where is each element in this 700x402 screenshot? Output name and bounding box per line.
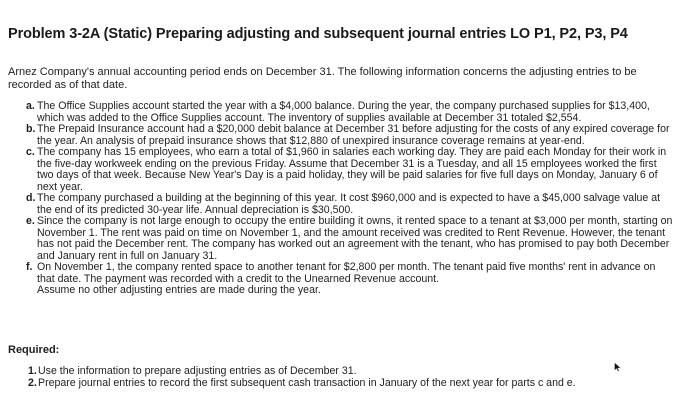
requirement-number: 2.	[28, 376, 37, 389]
adjustment-items-list	[26, 101, 676, 297]
list-item-e	[26, 216, 676, 262]
assumption-note: Assume no other adjusting entries are made during the year.	[37, 284, 321, 296]
item-text: The Office Supplies account started the year with a $4,000 balance. During the year, the company purchased supplies for $13,400, which was added to the Office Supplies account. The inventory of supplies available at December 31 totaled $2,554.	[37, 100, 650, 124]
requirement-text: Use the information to prepare adjusting entries as of December 31.	[38, 365, 357, 377]
requirements-list	[28, 366, 668, 389]
item-letter: b.	[26, 123, 36, 135]
mouse-pointer-icon	[614, 362, 622, 372]
list-item-d	[26, 193, 676, 216]
item-text: Since the company is not large enough to occupy the entire building it owns, it rented space to a tenant at $3,000 per month, starting on November 1. The rent was paid on time on November 1, and the amount received was credited to Rent Revenue. However, the tenant has not paid the December rent. The company has worked out an agreement with the tenant, who has promised to pay both December and January rent in full on January 31.	[37, 215, 673, 262]
item-letter: d.	[26, 192, 36, 204]
item-text: The company purchased a building at the beginning of this year. It cost $960,000 and is expected to have a $45,000 salvage value at the end of its predicted 30-year life. Annual depreciation is $30,500.	[37, 192, 661, 216]
list-item-f	[26, 262, 676, 297]
requirement-2	[28, 378, 668, 390]
list-item-b	[26, 124, 676, 147]
problem-title: Problem 3-2A (Static) Preparing adjusting and subsequent journal entries LO P1, P2, P3, P4	[8, 26, 628, 42]
required-heading: Required:	[8, 344, 60, 356]
item-letter: f.	[26, 261, 33, 273]
requirement-text: Prepare journal entries to record the first subsequent cash transaction in January of the next year for parts c and e.	[38, 376, 576, 389]
item-letter: c.	[26, 146, 35, 158]
item-text: The company has 15 employees, who earn a total of $1,960 in salaries each working day. They are paid each Monday for their work in the five-day workweek ending on the previous Friday. Assume that December 31 is a Tuesday, and all 15 employees worked the first two days of that week. Because New Year's Day is a paid holiday, they will be paid salaries for five full days on Monday, January 6 of next year.	[37, 146, 667, 193]
list-item-c	[26, 147, 676, 193]
item-letter: e.	[26, 215, 35, 227]
item-letter: a.	[26, 100, 35, 112]
intro-paragraph: Arnez Company's annual accounting period ends on December 31. The following information concerns the adjusting entries to be recorded as of that date.	[8, 66, 637, 91]
requirement-number: 1.	[28, 365, 37, 377]
item-text: The Prepaid Insurance account had a $20,000 debit balance at December 31 before adjusting for the costs of any expired coverage for the year. An analysis of prepaid insurance shows that $12,880 of unexpired insurance coverage remains at year-end.	[37, 123, 670, 147]
list-item-a	[26, 101, 676, 124]
item-text: On November 1, the company rented space to another tenant for $2,800 per month. The tenant paid five months' rent in advance on that date. The payment was recorded with a credit to the Unearned Revenue account.	[37, 261, 656, 285]
